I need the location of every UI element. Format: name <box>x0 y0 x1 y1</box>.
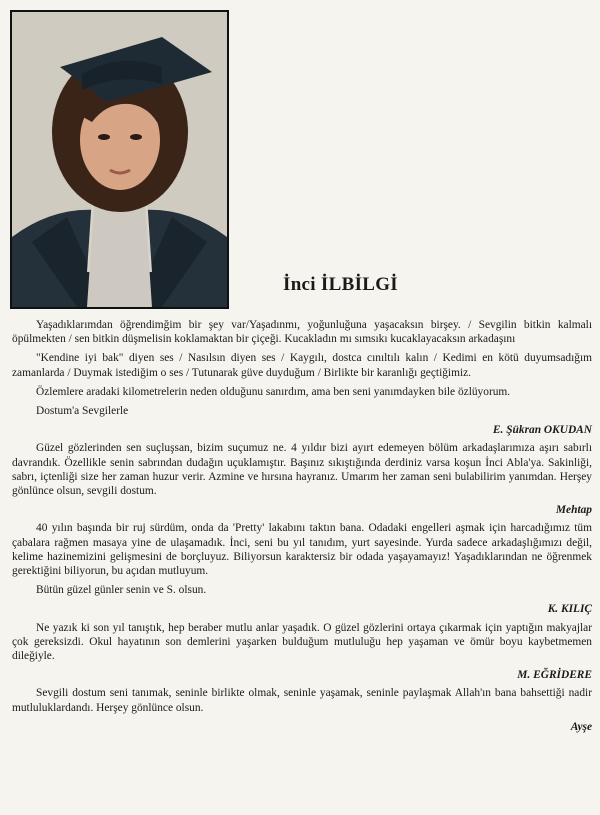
signature: Ayşe <box>570 720 592 733</box>
paragraph: Bütün güzel günler senin ve S. olsun. <box>36 584 207 597</box>
dedication-entry <box>12 318 592 437</box>
paragraph: "Kendine iyi bak" diyen ses / Nasılsın diyen ses / Kaygılı, dostca cınıltılı kalın / Kedimi en kötü duyumsadığım zamanlarda / Duymak istediğim o ses / Tutunarak güve duyduğum / Birlikte bir karanlığı geçtiğimiz. <box>12 352 592 379</box>
dedications <box>12 318 592 738</box>
signature: M. EĞRİDERE <box>517 669 592 682</box>
paragraph: Ne yazık ki son yıl tanıştık, hep beraber mutlu anlar yaşadık. O güzel gözlerini ortaya çıkarmak için yaptığın makyajlar çok gereksizdi. Okul hayatının son demlerini yaşarken bulduğum mutluluğu hep yaşaman ve ömür boyu kaybetmemen dileğiyle. <box>12 621 592 663</box>
signature: E. Şükran OKUDAN <box>492 424 592 437</box>
dedication-entry <box>12 621 592 683</box>
paragraph: Dostum'a Sevgilerle <box>36 405 129 418</box>
dedication-entry <box>12 686 592 734</box>
paragraph: Güzel gözlerinden sen suçluşsan, bizim suçumuz ne. 4 yıldır bizi ayırt edemeyen bölüm arkadaşlarımıza aşırı sabırlı davrandık. Özellikle senin sabrından dudağın uçuklamıştır. Başınız sıkıştığında derdiniz varsa koşun İnci Abla'ya. Sakinliği, sabrı, içtenliği size her zaman huzur verir. Azmine ve hırsına hayranız. Umarım her zaman seni bulabilirim yanımdan. Herşey gönlünce olsun, sevgili dostum. <box>12 442 592 498</box>
paragraph: Sevgili dostum seni tanımak, seninle birlikte olmak, seninle yaşamak, seninle paylaşmak Allah'ın bana bahsettiği nadir mutluluklardandı. Herşey gönlünce olsun. <box>12 687 592 714</box>
dedication-entry <box>12 441 592 517</box>
student-name: İnci İLBİLGİ <box>283 274 399 295</box>
paragraph: Yaşadıklarımdan öğrendimğim bir şey var/Yaşadınmı, yoğunluğuna yaşacaksın birşey. / Sevgilin bitkin kalmalı öpülmekten / sen bitkin düşmelisin koklamaktan bir çiçeği. Kucakladın mı sımsıkı kucaklayacaksın arkadaşını <box>12 319 592 346</box>
paragraph: Özlemlere aradaki kilometrelerin neden olduğunu sanırdım, ama ben seni yanımdayken bile özlüyorum. <box>36 385 511 398</box>
signature: K. KILIÇ <box>547 603 592 616</box>
portrait-photo <box>10 10 229 309</box>
dedication-entry <box>12 521 592 616</box>
paragraph: 40 yılın başında bir ruj sürdüm, onda da 'Pretty' lakabını taktın bana. Odadaki engelleri aşmak için harcadığımız tüm çabalara rağmen masaya yine de ulaşamadık. İnci, seni bu yıl tanıdım, yurt sayesinde. Yurda sadece arkadaşlığımızı değil, kelime hazinemizini gelişmesini de borçluyuz. Biliyorsun karaktersiz bir odada yaşayamayız! Yaşadıklarından ne öğrenmek gerektiğini biliyorun, bu açıdan mutluyum. <box>12 522 592 578</box>
signature: Mehtap <box>555 504 592 517</box>
